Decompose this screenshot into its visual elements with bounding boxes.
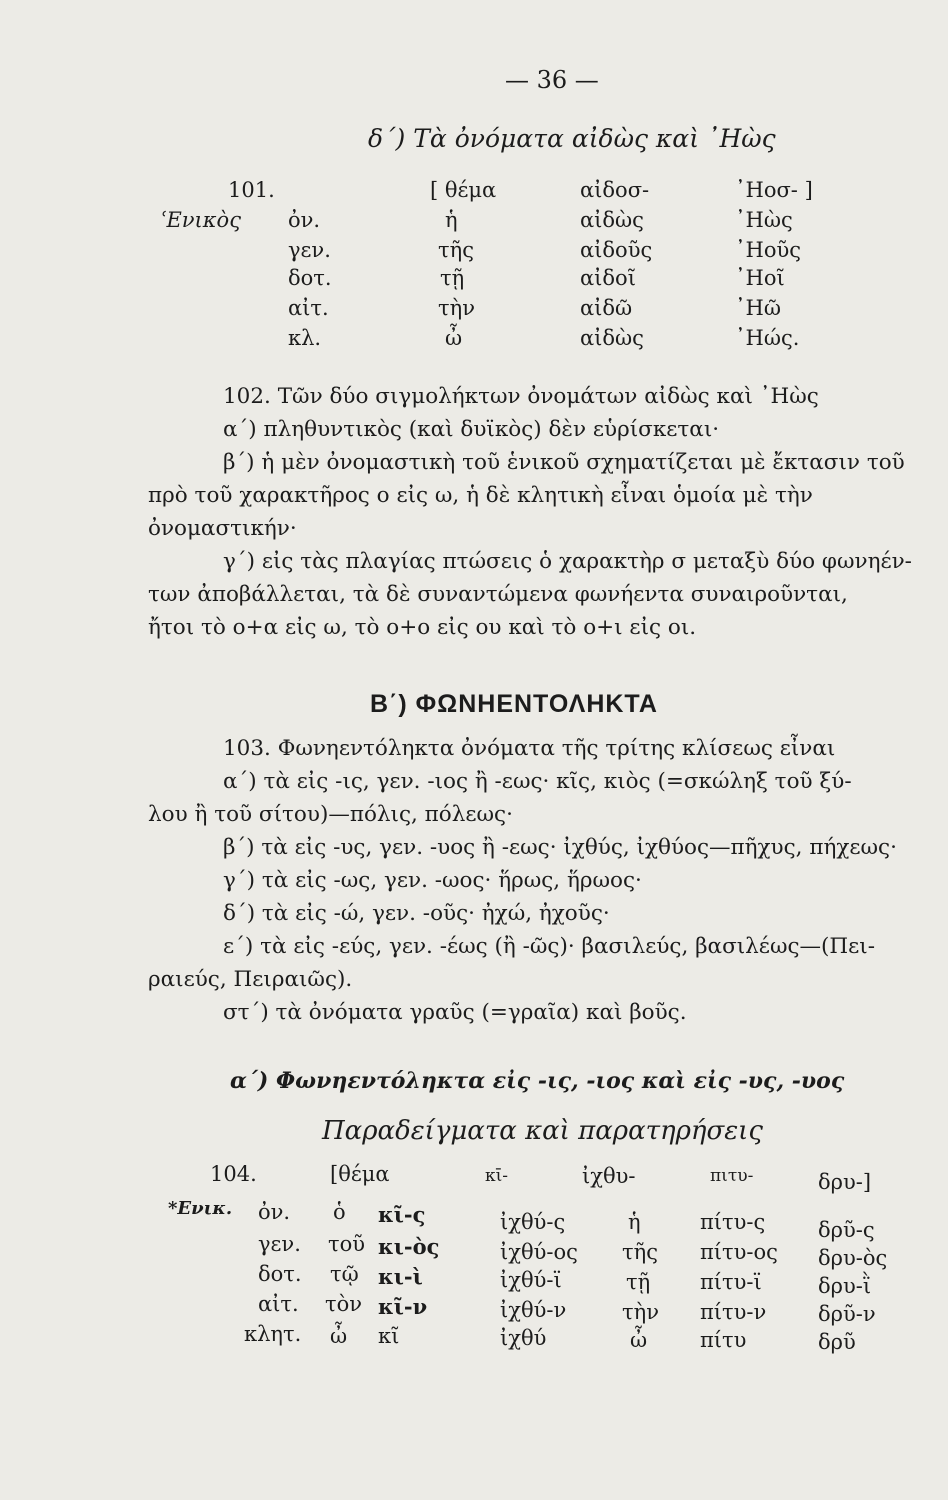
text-line: πρὸ τοῦ χαρακτῆρος ο εἰς ω, ἡ δὲ κλητικὴ εἶναι ὁμοία μὲ τὴν (148, 483, 813, 508)
text-line: β΄) ἡ μὲν ὀνομαστικὴ τοῦ ἑνικοῦ σχηματίζεται μὲ ἔκτασιν τοῦ (223, 450, 905, 475)
article-masc: τοῦ (328, 1232, 366, 1256)
examples-title: Παραδείγματα καὶ παρατηρήσεις (322, 1116, 763, 1146)
text-line: λου ἢ τοῦ σίτου)—πόλις, πόλεως· (148, 802, 513, 827)
text-line: ἤτοι τὸ ο+α εἰς ω, τὸ ο+ο εἰς ου καὶ τὸ ο+ι εἰς οι. (148, 615, 697, 640)
case-label: κλητ. (244, 1322, 302, 1346)
form-ichthy: ἰχθύ (500, 1326, 547, 1350)
section-b-title: Β΄) ΦΩΝΗΕΝΤΟΛΗΚΤΑ (370, 690, 658, 718)
article: τῆς (438, 238, 474, 262)
case-label: ὀν. (288, 208, 321, 232)
form-pity: πίτυ-ν (700, 1300, 767, 1324)
number-label-singular: ʿΕνικὸς (160, 208, 241, 232)
number-label-singular: *Ενικ. (168, 1198, 233, 1219)
form-aidos: αἰδῶ (580, 296, 633, 320)
text-line: α΄) τὰ εἰς -ις, γεν. -ιος ἢ -εως· κῖς, κιὸς (=σκώληξ τοῦ ξύ- (223, 769, 852, 794)
form-eos: ᾿Ηοῖ (735, 266, 785, 290)
form-ichthy: ἰχθύ-ς (500, 1210, 566, 1234)
text-line: 103. Φωνηεντόληκτα ὀνόματα τῆς τρίτης κλίσεως εἶναι (223, 736, 836, 761)
case-label: δοτ. (258, 1262, 302, 1286)
subheading-a: α΄) Φωνηεντόληκτα εἰς -ις, -ιος καὶ εἰς -υς, -υος (230, 1068, 845, 1094)
article: τῇ (440, 266, 465, 290)
article-fem: τῇ (626, 1270, 651, 1294)
case-label: αἰτ. (288, 296, 329, 320)
case-label: δοτ. (288, 266, 332, 290)
form-eos: ᾿Ηῶ (735, 296, 781, 320)
form-eos: ᾿Ηώς. (735, 326, 800, 350)
paragraph-102 (148, 380, 938, 644)
text-line: β΄) τὰ εἰς -υς, γεν. -υος ἢ -εως· ἰχθύς, ἰχθύος—πῆχυς, πήχεως· (223, 835, 897, 860)
text-line: ε΄) τὰ εἰς -εύς, γεν. -έως (ἢ -ῶς)· βασιλεύς, βασιλέως—(Πει- (223, 934, 875, 959)
form-ki: κῖ-ν (378, 1294, 428, 1319)
article: ἡ (445, 208, 458, 232)
case-label: ὀν. (258, 1200, 291, 1224)
form-eos: ᾿Ηοῦς (735, 238, 801, 262)
stem-pity: πιτυ- (710, 1166, 754, 1186)
text-line: των ἀποβάλλεται, τὰ δὲ συναντώμενα φωνήεντα συναιροῦνται, (148, 582, 848, 607)
article-masc: τῷ (330, 1262, 359, 1286)
article-masc: ὁ (333, 1200, 346, 1224)
article-fem: τὴν (622, 1300, 659, 1324)
text-line: 102. Τῶν δύο σιγμολήκτων ὀνομάτων αἰδὼς καὶ ᾿Ηὼς (223, 384, 819, 409)
form-pity: πίτυ (700, 1328, 747, 1352)
case-label: γεν. (288, 238, 331, 262)
form-dry: δρυ-ῒ (818, 1274, 872, 1298)
form-ichthy: ἰχθύ-ος (500, 1240, 578, 1264)
text-line: ραιεύς, Πειραιῶς). (148, 967, 353, 992)
article-masc: ὦ (330, 1324, 348, 1348)
paragraph-103 (148, 732, 938, 1029)
case-label: γεν. (258, 1232, 301, 1256)
stem-dry: δρυ-] (818, 1170, 872, 1194)
stem-ki: κῑ- (485, 1166, 509, 1186)
form-eos: ᾿Ηὼς (735, 208, 793, 232)
form-aidos: αἰδὼς (580, 208, 644, 232)
stem-ichthy: ἰχθυ- (582, 1164, 636, 1188)
form-ki: κι-ὸς (378, 1234, 440, 1259)
form-dry: δρῦ-ν (818, 1302, 876, 1326)
article: ὦ (445, 326, 463, 350)
section-delta-title: δ΄) Τὰ ὀνόματα αἰδὼς καὶ ᾿Ηὼς (368, 124, 776, 153)
text-line: γ΄) τὰ εἰς -ως, γεν. -ωος· ἥρως, ἥρωος· (223, 868, 642, 893)
case-label: αἰτ. (258, 1292, 299, 1316)
paragraph-number-101: 101. (228, 178, 275, 202)
paragraph-number-104: 104. (210, 1162, 257, 1186)
text-line: στ΄) τὰ ὀνόματα γραῦς (=γραῖα) καὶ βοῦς. (223, 1000, 687, 1025)
form-aidos: αἰδὼς (580, 326, 644, 350)
case-label: κλ. (288, 326, 322, 350)
form-ichthy: ἰχθύ-ϊ (500, 1268, 562, 1292)
form-pity: πίτυ-ς (700, 1210, 766, 1234)
form-dry: δρυ-ὸς (818, 1246, 888, 1270)
form-pity: πίτυ-ος (700, 1240, 778, 1264)
text-line: γ΄) εἰς τὰς πλαγίας πτώσεις ὁ χαρακτὴρ σ μεταξὺ δύο φωνηέν- (223, 549, 912, 574)
page-number: — 36 — (505, 66, 599, 94)
form-pity: πίτυ-ϊ (700, 1270, 762, 1294)
text-line: ὀνομαστικήν· (148, 516, 297, 541)
text-line: δ΄) τὰ εἰς -ώ, γεν. -οῦς· ἠχώ, ἠχοῦς· (223, 901, 610, 926)
stem-label: [θέμα (330, 1162, 390, 1186)
form-aidos: αἰδοῖ (580, 266, 636, 290)
article-fem: τῆς (622, 1240, 658, 1264)
article-masc: τὸν (325, 1292, 363, 1316)
text-line: α΄) πληθυντικὸς (καὶ δυϊκὸς) δὲν εὑρίσκεται· (223, 417, 720, 442)
form-dry: δρῦ-ς (818, 1218, 875, 1242)
article: τὴν (438, 296, 475, 320)
stem-aidos: αἰδοσ- (580, 178, 650, 202)
form-dry: δρῦ (818, 1330, 856, 1354)
article-fem: ὦ (630, 1328, 648, 1352)
form-ki: κῖ (378, 1324, 400, 1348)
stem-eos: ᾿Ηοσ- ] (735, 178, 813, 202)
form-aidos: αἰδοῦς (580, 238, 653, 262)
form-ichthy: ἰχθύ-ν (500, 1298, 567, 1322)
form-ki: κι-ὶ (378, 1264, 423, 1289)
stem-label: [ θέμα (430, 178, 497, 202)
form-ki: κῖ-ς (378, 1202, 426, 1227)
article-fem: ἡ (628, 1210, 641, 1234)
